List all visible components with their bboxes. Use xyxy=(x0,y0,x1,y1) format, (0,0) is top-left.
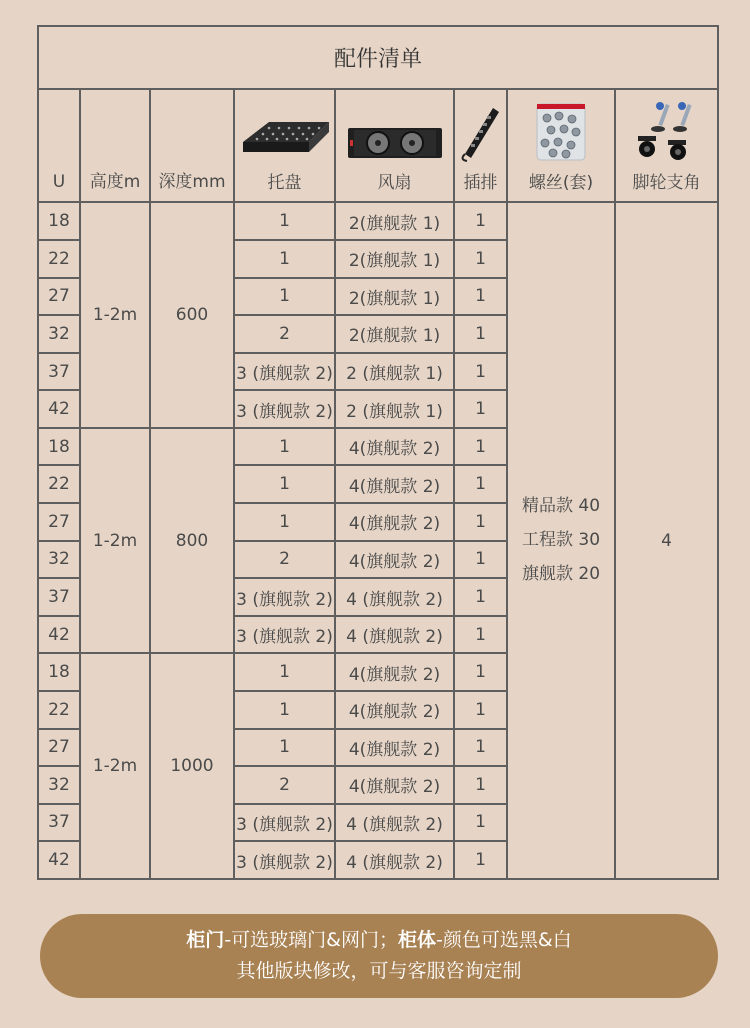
cell-socket: 1 xyxy=(454,766,507,804)
cell-socket: 1 xyxy=(454,240,507,278)
cell-fan: 2(旗舰款 1) xyxy=(335,240,454,278)
cell-socket: 1 xyxy=(454,729,507,767)
accessory-table xyxy=(37,25,719,880)
cell-fan: 4 (旗舰款 2) xyxy=(335,841,454,879)
cell-socket: 1 xyxy=(454,578,507,616)
header-socket-label: 插排 xyxy=(463,173,498,194)
cell-tray: 1 xyxy=(234,729,335,767)
screw-value: 旗舰款 20 xyxy=(521,564,601,585)
cell-u: 32 xyxy=(38,766,80,804)
cell-fan: 4(旗舰款 2) xyxy=(335,729,454,767)
table-title: 配件清单 xyxy=(38,26,718,89)
cell-u: 22 xyxy=(38,465,80,503)
header-screw xyxy=(507,89,615,203)
cell-height: 1-2m xyxy=(80,653,150,879)
cell-socket: 1 xyxy=(454,541,507,579)
cell-socket: 1 xyxy=(454,653,507,691)
header-fan xyxy=(335,89,454,203)
cell-tray: 3 (旗舰款 2) xyxy=(234,390,335,428)
cell-tray: 1 xyxy=(234,240,335,278)
cell-fan: 4 (旗舰款 2) xyxy=(335,578,454,616)
header-foot xyxy=(615,89,718,203)
cell-socket: 1 xyxy=(454,804,507,842)
customization-note xyxy=(40,914,718,998)
header-u: U xyxy=(38,89,80,203)
cell-tray: 2 xyxy=(234,541,335,579)
cell-u: 27 xyxy=(38,278,80,316)
cell-u: 37 xyxy=(38,804,80,842)
cell-u: 42 xyxy=(38,390,80,428)
screw-value: 工程款 30 xyxy=(521,530,601,551)
cell-socket: 1 xyxy=(454,428,507,466)
cell-socket: 1 xyxy=(454,390,507,428)
header-tray xyxy=(234,89,335,203)
cell-height: 1-2m xyxy=(80,202,150,427)
cell-u: 22 xyxy=(38,240,80,278)
cell-fan: 4(旗舰款 2) xyxy=(335,653,454,691)
cell-u: 18 xyxy=(38,202,80,240)
cell-depth: 600 xyxy=(150,202,234,427)
fan-icon xyxy=(346,124,444,162)
cell-foot: 4 xyxy=(615,202,718,879)
cell-tray: 2 xyxy=(234,315,335,353)
cell-tray: 1 xyxy=(234,428,335,466)
note-door-text: -可选玻璃门&网门； xyxy=(224,929,398,951)
cell-depth: 1000 xyxy=(150,653,234,879)
note-body-text: -颜色可选黑&白 xyxy=(436,929,572,951)
cell-fan: 2(旗舰款 1) xyxy=(335,315,454,353)
header-socket xyxy=(454,89,507,203)
cell-socket: 1 xyxy=(454,353,507,391)
cell-tray: 1 xyxy=(234,503,335,541)
power-strip-icon xyxy=(459,106,503,162)
header-tray-label: 托盘 xyxy=(267,173,302,194)
cell-tray: 3 (旗舰款 2) xyxy=(234,616,335,654)
cell-u: 18 xyxy=(38,428,80,466)
cell-tray: 2 xyxy=(234,766,335,804)
cell-socket: 1 xyxy=(454,691,507,729)
cell-depth: 800 xyxy=(150,428,234,653)
cell-fan: 4(旗舰款 2) xyxy=(335,766,454,804)
screw-value: 精品款 40 xyxy=(521,496,601,517)
header-screw-label: 螺丝(套) xyxy=(528,173,594,194)
cell-socket: 1 xyxy=(454,616,507,654)
cell-tray: 1 xyxy=(234,691,335,729)
note-line-1 xyxy=(40,925,718,956)
cell-u: 32 xyxy=(38,541,80,579)
cell-socket: 1 xyxy=(454,278,507,316)
cell-u: 22 xyxy=(38,691,80,729)
cell-socket: 1 xyxy=(454,202,507,240)
header-height: 高度m xyxy=(80,89,150,203)
cell-fan: 2(旗舰款 1) xyxy=(335,202,454,240)
cell-u: 42 xyxy=(38,616,80,654)
cell-u: 18 xyxy=(38,653,80,691)
cell-fan: 4(旗舰款 2) xyxy=(335,691,454,729)
header-fan-label: 风扇 xyxy=(377,173,412,194)
cell-fan: 2 (旗舰款 1) xyxy=(335,390,454,428)
cell-fan: 2(旗舰款 1) xyxy=(335,278,454,316)
cell-fan: 4(旗舰款 2) xyxy=(335,503,454,541)
cell-socket: 1 xyxy=(454,315,507,353)
tray-icon xyxy=(239,118,331,162)
cell-tray: 1 xyxy=(234,465,335,503)
cell-tray: 3 (旗舰款 2) xyxy=(234,804,335,842)
cell-u: 37 xyxy=(38,353,80,391)
cell-fan: 4 (旗舰款 2) xyxy=(335,616,454,654)
note-body-label: 柜体 xyxy=(398,929,437,951)
cell-height: 1-2m xyxy=(80,428,150,653)
cell-socket: 1 xyxy=(454,465,507,503)
table-row xyxy=(38,202,718,240)
cell-fan: 4 (旗舰款 2) xyxy=(335,804,454,842)
header-depth: 深度mm xyxy=(150,89,234,203)
cell-fan: 4(旗舰款 2) xyxy=(335,465,454,503)
cell-socket: 1 xyxy=(454,503,507,541)
screw-values xyxy=(508,495,614,586)
caster-foot-icon xyxy=(632,102,702,162)
cell-fan: 2 (旗舰款 1) xyxy=(335,353,454,391)
screw-bag-icon xyxy=(531,102,591,162)
cell-u: 37 xyxy=(38,578,80,616)
cell-u: 42 xyxy=(38,841,80,879)
cell-tray: 1 xyxy=(234,202,335,240)
header-foot-label: 脚轮支角 xyxy=(632,173,701,194)
cell-tray: 3 (旗舰款 2) xyxy=(234,578,335,616)
note-door-label: 柜门 xyxy=(186,929,225,951)
cell-u: 27 xyxy=(38,729,80,767)
note-line-2: 其他版块修改，可与客服咨询定制 xyxy=(236,960,522,982)
cell-tray: 1 xyxy=(234,278,335,316)
cell-tray: 3 (旗舰款 2) xyxy=(234,841,335,879)
cell-tray: 1 xyxy=(234,653,335,691)
cell-socket: 1 xyxy=(454,841,507,879)
cell-tray: 3 (旗舰款 2) xyxy=(234,353,335,391)
cell-fan: 4(旗舰款 2) xyxy=(335,428,454,466)
cell-fan: 4(旗舰款 2) xyxy=(335,541,454,579)
cell-screw xyxy=(507,202,615,879)
cell-u: 27 xyxy=(38,503,80,541)
cell-u: 32 xyxy=(38,315,80,353)
